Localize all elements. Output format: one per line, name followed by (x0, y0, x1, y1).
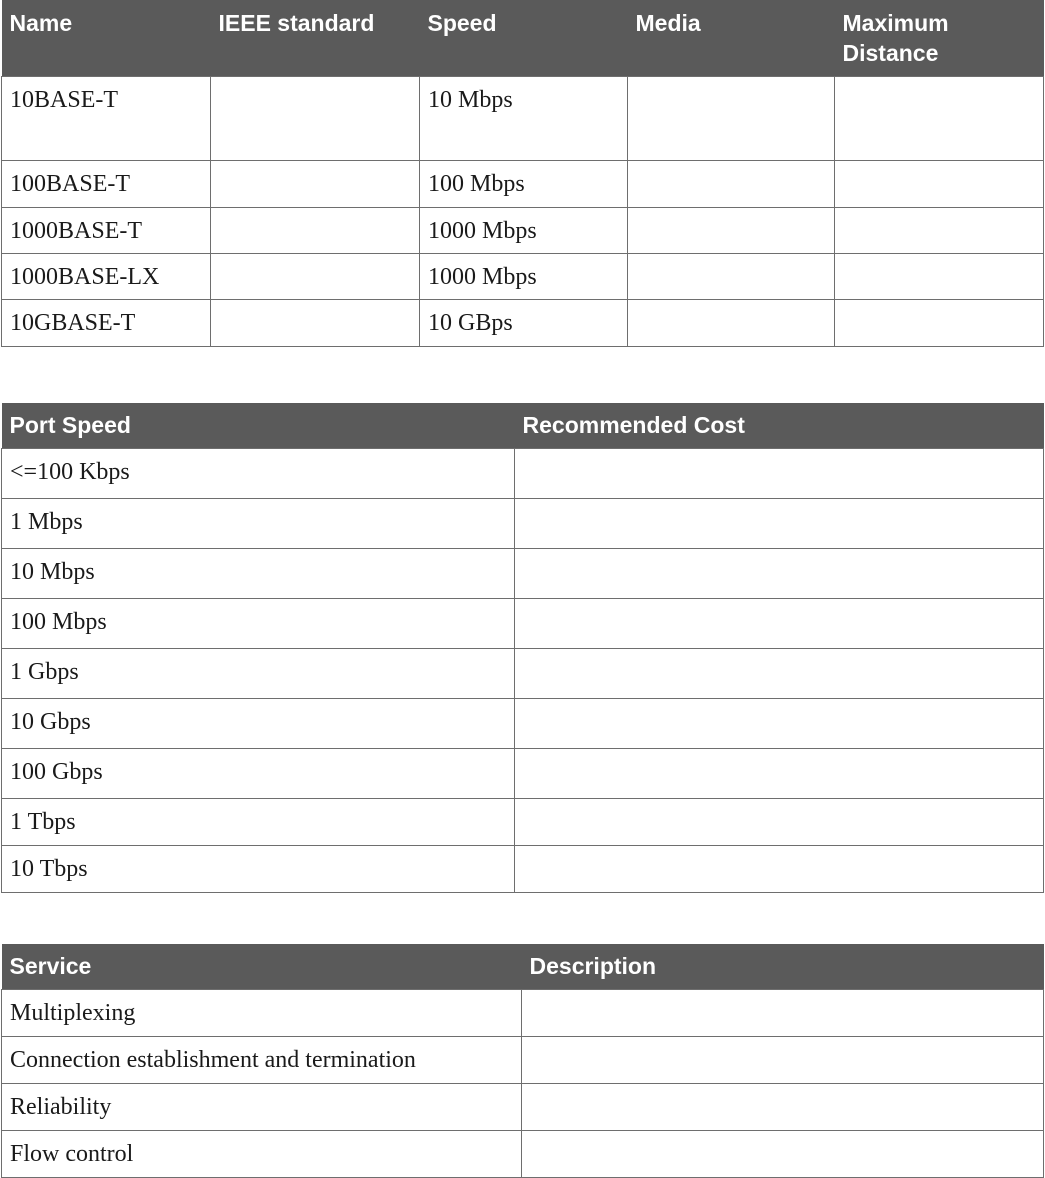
table-row (2, 598, 1044, 648)
table-row (2, 448, 1044, 498)
cell-port-speed: 1 Gbps (2, 648, 515, 698)
cell-service: Flow control (2, 1130, 522, 1177)
table-row (2, 548, 1044, 598)
column-header-service: Service (2, 944, 522, 989)
table-row (2, 160, 1044, 207)
column-header-description: Description (522, 944, 1044, 989)
cell-port-speed: 10 Mbps (2, 548, 515, 598)
table-header-row (2, 944, 1044, 989)
cell-maximum-distance[interactable] (835, 76, 1044, 160)
ethernet-standards-table (1, 0, 1044, 347)
cell-port-speed: 100 Gbps (2, 748, 515, 798)
column-header-ieee-standard: IEEE standard (211, 0, 420, 76)
cell-ieee-standard[interactable] (211, 299, 420, 346)
cell-recommended-cost[interactable] (515, 598, 1044, 648)
table-row (2, 76, 1044, 160)
table-header-row (2, 403, 1044, 448)
column-header-maximum-distance: Maximum Distance (835, 0, 1044, 76)
cell-ieee-standard[interactable] (211, 76, 420, 160)
cell-port-speed: 1 Tbps (2, 798, 515, 845)
cell-port-speed: 10 Gbps (2, 698, 515, 748)
column-header-speed: Speed (420, 0, 628, 76)
cell-port-speed: <=100 Kbps (2, 448, 515, 498)
cell-media[interactable] (628, 253, 835, 299)
cell-recommended-cost[interactable] (515, 548, 1044, 598)
cell-description[interactable] (522, 1036, 1044, 1083)
cell-speed: 1000 Mbps (420, 253, 628, 299)
cell-port-speed: 10 Tbps (2, 845, 515, 892)
table-row (2, 648, 1044, 698)
table-row (2, 845, 1044, 892)
cell-maximum-distance[interactable] (835, 160, 1044, 207)
cell-name: 10GBASE-T (2, 299, 211, 346)
cell-service: Multiplexing (2, 989, 522, 1036)
cell-media[interactable] (628, 299, 835, 346)
cell-ieee-standard[interactable] (211, 253, 420, 299)
column-header-name: Name (2, 0, 211, 76)
cell-maximum-distance[interactable] (835, 253, 1044, 299)
column-header-port-speed: Port Speed (2, 403, 515, 448)
cell-recommended-cost[interactable] (515, 698, 1044, 748)
table-row (2, 299, 1044, 346)
cell-service: Connection establishment and termination (2, 1036, 522, 1083)
cell-media[interactable] (628, 207, 835, 253)
cell-ieee-standard[interactable] (211, 207, 420, 253)
cell-description[interactable] (522, 1083, 1044, 1130)
table-row (2, 748, 1044, 798)
cell-name: 10BASE-T (2, 76, 211, 160)
cell-port-speed: 1 Mbps (2, 498, 515, 548)
column-header-recommended-cost: Recommended Cost (515, 403, 1044, 448)
table-row (2, 1036, 1044, 1083)
cell-recommended-cost[interactable] (515, 798, 1044, 845)
cell-speed: 100 Mbps (420, 160, 628, 207)
cell-name: 100BASE-T (2, 160, 211, 207)
cell-recommended-cost[interactable] (515, 448, 1044, 498)
table-row (2, 498, 1044, 548)
cell-port-speed: 100 Mbps (2, 598, 515, 648)
table-row (2, 1130, 1044, 1177)
cell-service: Reliability (2, 1083, 522, 1130)
cell-name: 1000BASE-T (2, 207, 211, 253)
cell-ieee-standard[interactable] (211, 160, 420, 207)
cell-recommended-cost[interactable] (515, 498, 1044, 548)
cell-name: 1000BASE-LX (2, 253, 211, 299)
table-row (2, 1083, 1044, 1130)
cell-maximum-distance[interactable] (835, 299, 1044, 346)
cell-media[interactable] (628, 160, 835, 207)
cell-recommended-cost[interactable] (515, 648, 1044, 698)
cell-description[interactable] (522, 1130, 1044, 1177)
table-header-row (2, 0, 1044, 76)
cell-maximum-distance[interactable] (835, 207, 1044, 253)
cell-speed: 10 Mbps (420, 76, 628, 160)
cell-speed: 10 GBps (420, 299, 628, 346)
table-row (2, 207, 1044, 253)
cell-media[interactable] (628, 76, 835, 160)
port-cost-table (1, 403, 1044, 893)
cell-recommended-cost[interactable] (515, 748, 1044, 798)
table-row (2, 253, 1044, 299)
cell-description[interactable] (522, 989, 1044, 1036)
table-row (2, 698, 1044, 748)
table-row (2, 798, 1044, 845)
cell-speed: 1000 Mbps (420, 207, 628, 253)
cell-recommended-cost[interactable] (515, 845, 1044, 892)
table-row (2, 989, 1044, 1036)
column-header-media: Media (628, 0, 835, 76)
service-table (1, 944, 1044, 1178)
